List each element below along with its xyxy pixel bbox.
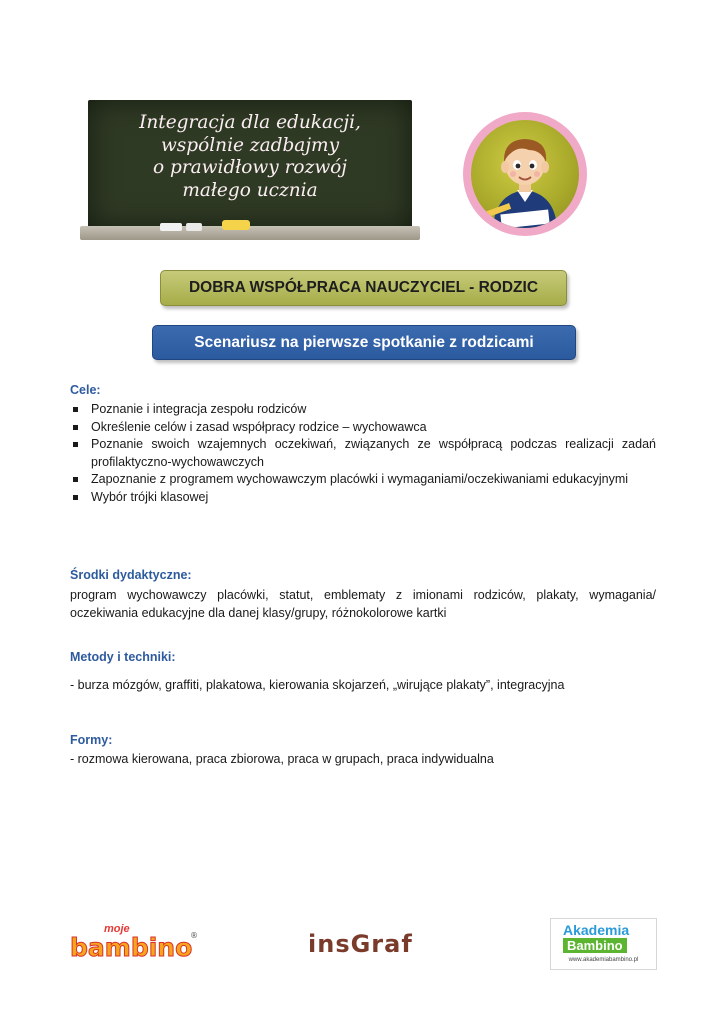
akademia-bambino-logo [550, 918, 657, 970]
goals-list-container [70, 401, 656, 506]
chalk-piece-2 [186, 223, 202, 231]
akademia-url: www.akademiabambino.pl [568, 957, 639, 963]
list-item: Poznanie swoich wzajemnych oczekiwań, związanych ze współpracą podczas realizacji zadań profilaktyczno-wychowawczych [70, 436, 656, 471]
section-heading-cele: Cele: [70, 383, 101, 397]
moje-bambino-logo [70, 923, 198, 965]
section-heading-formy: Formy: [70, 733, 113, 747]
list-item: Poznanie i integracja zespołu rodziców [70, 401, 656, 419]
list-item: Określenie celów i zasad współpracy rodzice – wychowawca [70, 419, 656, 437]
section-text-srodki: program wychowawczy placówki, statut, emblematy z imionami rodziców, plakaty, wymagania/ oczekiwania edukacyjne dla danej klasy/grupy, różnokolorowe kartki [70, 588, 656, 620]
list-item: Zapoznanie z programem wychowawczym placówki i wymaganiami/oczekiwaniami edukacyjnymi [70, 471, 656, 489]
logo-small-text: moje [104, 923, 130, 935]
registered-icon: ® [190, 931, 198, 940]
chalk-eraser [222, 220, 250, 230]
page-subtitle: Scenariusz na pierwsze spotkanie z rodzicami [152, 325, 576, 360]
logo-main-text: bambino [70, 933, 193, 962]
chalk-piece [160, 223, 182, 231]
page-title: DOBRA WSPÓŁPRACA NAUCZYCIEL - RODZIC [160, 270, 567, 306]
goals-list [70, 401, 656, 506]
insgraf-logo [308, 930, 453, 960]
chalkboard-text: Integracja dla edukacji, wspólnie zadbajmy o prawidłowy rozwój małego ucznia [139, 112, 361, 201]
akademia-text: Akademia [563, 922, 630, 938]
section-heading-metody: Metody i techniki: [70, 650, 176, 664]
student-illustration [471, 120, 579, 228]
list-item: Wybór trójki klasowej [70, 489, 656, 507]
chalkboard-ledge [80, 226, 420, 240]
insgraf-text: insGraf [308, 930, 413, 958]
student-boy-icon [471, 120, 579, 228]
bambino-text: Bambino [563, 938, 627, 953]
section-text-formy: - rozmowa kierowana, praca zbiorowa, praca w grupach, praca indywidualna [70, 752, 494, 766]
section-text-metody: - burza mózgów, graffiti, plakatowa, kierowania skojarzeń, „wirujące plakaty”, integracyjna [70, 678, 565, 692]
section-heading-srodki: Środki dydaktyczne: [70, 568, 192, 582]
